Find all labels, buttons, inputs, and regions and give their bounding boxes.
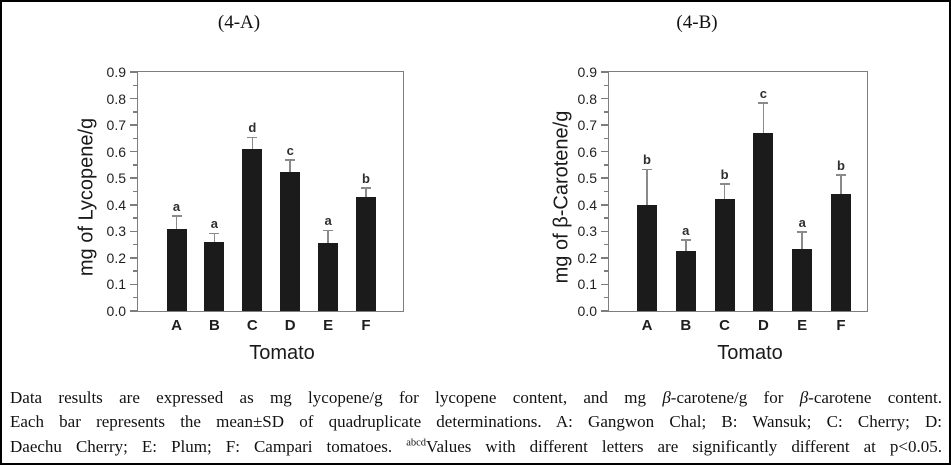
- y-major-tick: [130, 151, 137, 153]
- y-major-tick: [601, 151, 608, 153]
- y-major-tick: [601, 204, 608, 206]
- y-major-tick: [130, 310, 137, 312]
- error-bar-D: [289, 161, 291, 172]
- y-minor-tick: [133, 217, 137, 219]
- error-bar-E: [801, 233, 803, 249]
- y-axis-label-4b: mg of β-Carotene/g: [550, 110, 573, 284]
- sig-letter-C: d: [248, 120, 257, 136]
- error-bar-cap-B: [209, 233, 219, 235]
- y-tick-label-0.1: 0.1: [106, 276, 126, 293]
- y-tick-label-0.7: 0.7: [577, 117, 597, 134]
- sig-letter-E: a: [324, 213, 332, 229]
- y-minor-tick: [133, 297, 137, 299]
- y-minor-tick: [604, 85, 608, 87]
- y-tick-label-0.6: 0.6: [577, 143, 597, 160]
- error-bar-A: [646, 170, 648, 205]
- error-bar-cap-D: [285, 159, 295, 161]
- panel-title-4a: (4-A): [217, 12, 261, 33]
- y-minor-tick: [604, 270, 608, 272]
- y-minor-tick: [133, 164, 137, 166]
- y-tick-label-0.9: 0.9: [106, 64, 126, 80]
- error-bar-cap-A: [172, 215, 182, 217]
- y-major-tick: [601, 310, 608, 312]
- y-minor-tick: [133, 111, 137, 113]
- y-major-tick: [601, 124, 608, 126]
- error-bar-B: [685, 241, 687, 252]
- y-minor-tick: [133, 85, 137, 87]
- caption-line-2: Each bar represents the mean±SD of quadruplicate determinations. A: Gangwon Chal; B: Wansuk; C: Cherry; D:: [10, 412, 942, 432]
- x-tick-label-D: D: [284, 317, 296, 334]
- error-bar-B: [214, 234, 216, 242]
- bar-C: [242, 149, 262, 311]
- y-major-tick: [601, 98, 608, 100]
- y-minor-tick: [604, 217, 608, 219]
- plot-area-4b: [577, 64, 868, 334]
- bar-F: [356, 197, 376, 311]
- y-tick-label-0.1: 0.1: [577, 276, 597, 293]
- y-tick-label-0.0: 0.0: [577, 303, 597, 319]
- error-bar-cap-E: [323, 230, 333, 232]
- bar-D: [753, 133, 773, 311]
- y-tick-label-0.3: 0.3: [106, 223, 126, 240]
- x-tick-label-E: E: [323, 317, 334, 334]
- error-bar-C: [252, 138, 254, 149]
- sig-letter-D: c: [286, 142, 294, 158]
- y-minor-tick: [604, 191, 608, 193]
- error-bar-A: [176, 217, 178, 229]
- y-minor-tick: [133, 191, 137, 193]
- bar-B: [204, 242, 224, 311]
- y-tick-label-0.5: 0.5: [106, 170, 126, 187]
- sig-letter-F: b: [837, 157, 845, 173]
- y-tick-label-0.3: 0.3: [577, 223, 597, 240]
- sig-letter-A: b: [643, 152, 651, 168]
- y-tick-label-0.7: 0.7: [106, 117, 126, 134]
- error-bar-cap-D: [758, 102, 768, 104]
- y-major-tick: [130, 98, 137, 100]
- y-tick-label-0.0: 0.0: [106, 303, 126, 319]
- x-tick-label-B: B: [680, 317, 692, 334]
- y-minor-tick: [604, 138, 608, 140]
- caption-line-3: Daechu Cherry; E: Plum; F: Campari tomatoes. $^{abcd}$Values with different letters are significantly different at p<0.05.: [10, 436, 942, 456]
- y-tick-label-0.8: 0.8: [577, 90, 597, 107]
- x-tick-label-C: C: [246, 317, 258, 334]
- plot-area-4a: [106, 64, 404, 334]
- y-minor-tick: [133, 138, 137, 140]
- bar-A: [167, 229, 187, 311]
- y-major-tick: [601, 257, 608, 259]
- y-tick-label-0.5: 0.5: [577, 170, 597, 187]
- x-tick-label-F: F: [361, 317, 371, 334]
- y-minor-tick: [133, 244, 137, 246]
- y-major-tick: [130, 284, 137, 286]
- y-minor-tick: [604, 164, 608, 166]
- y-tick-label-0.9: 0.9: [577, 64, 597, 80]
- sig-letter-B: a: [210, 216, 218, 231]
- x-tick-label-C: C: [719, 317, 731, 334]
- sig-letter-B: a: [682, 222, 690, 238]
- x-tick-label-F: F: [836, 317, 846, 334]
- sig-letter-F: b: [362, 170, 370, 186]
- bar-A: [637, 205, 657, 311]
- error-bar-cap-C: [720, 183, 730, 185]
- error-bar-cap-E: [797, 231, 807, 233]
- x-tick-label-A: A: [171, 317, 182, 334]
- x-axis-label-4b: Tomato: [717, 342, 783, 364]
- x-axis-label-4a: Tomato: [249, 342, 315, 364]
- error-bar-D: [763, 104, 765, 133]
- error-bar-C: [724, 185, 726, 200]
- y-major-tick: [601, 231, 608, 233]
- y-major-tick: [601, 284, 608, 286]
- bar-F: [831, 194, 851, 311]
- bar-D: [280, 172, 300, 311]
- y-minor-tick: [604, 297, 608, 299]
- bar-C: [715, 199, 735, 311]
- error-bar-F: [840, 176, 842, 195]
- error-bar-E: [327, 231, 329, 243]
- error-bar-cap-B: [681, 239, 691, 241]
- y-minor-tick: [604, 244, 608, 246]
- sig-letter-D: c: [759, 85, 767, 101]
- x-tick-label-A: A: [641, 317, 653, 334]
- y-major-tick: [130, 204, 137, 206]
- y-axis-label-4a: mg of Lycopene/g: [75, 117, 98, 277]
- x-tick-label-D: D: [757, 317, 769, 334]
- panel-title-4b: (4-B): [676, 12, 718, 33]
- error-bar-cap-F: [361, 187, 371, 189]
- y-tick-label-0.4: 0.4: [577, 196, 597, 213]
- caption-line-1: Data results are expressed as mg lycopene/g for lycopene content, and mg β-carotene/g for β-carotene content.: [10, 388, 943, 407]
- x-tick-label-E: E: [797, 317, 808, 334]
- sig-letter-E: a: [798, 214, 806, 230]
- sig-letter-A: a: [172, 198, 181, 214]
- y-major-tick: [130, 177, 137, 179]
- error-bar-cap-C: [247, 137, 257, 139]
- figure-caption: [10, 386, 942, 459]
- y-tick-label-0.4: 0.4: [106, 196, 126, 213]
- y-minor-tick: [604, 111, 608, 113]
- y-major-tick: [601, 177, 608, 179]
- sig-letter-C: b: [720, 166, 729, 182]
- y-tick-label-0.8: 0.8: [106, 90, 126, 107]
- y-major-tick: [130, 257, 137, 259]
- bar-B: [676, 251, 696, 311]
- y-major-tick: [130, 231, 137, 233]
- y-major-tick: [601, 71, 608, 73]
- x-tick-label-B: B: [208, 317, 220, 334]
- bar-E: [318, 243, 338, 311]
- y-tick-label-0.6: 0.6: [106, 143, 126, 160]
- y-tick-label-0.2: 0.2: [106, 249, 126, 266]
- y-minor-tick: [133, 270, 137, 272]
- y-tick-label-0.2: 0.2: [577, 249, 597, 266]
- error-bar-cap-F: [836, 174, 846, 176]
- y-major-tick: [130, 71, 137, 73]
- bar-E: [792, 249, 812, 311]
- error-bar-cap-A: [642, 169, 652, 171]
- error-bar-F: [365, 189, 367, 197]
- y-major-tick: [130, 124, 137, 126]
